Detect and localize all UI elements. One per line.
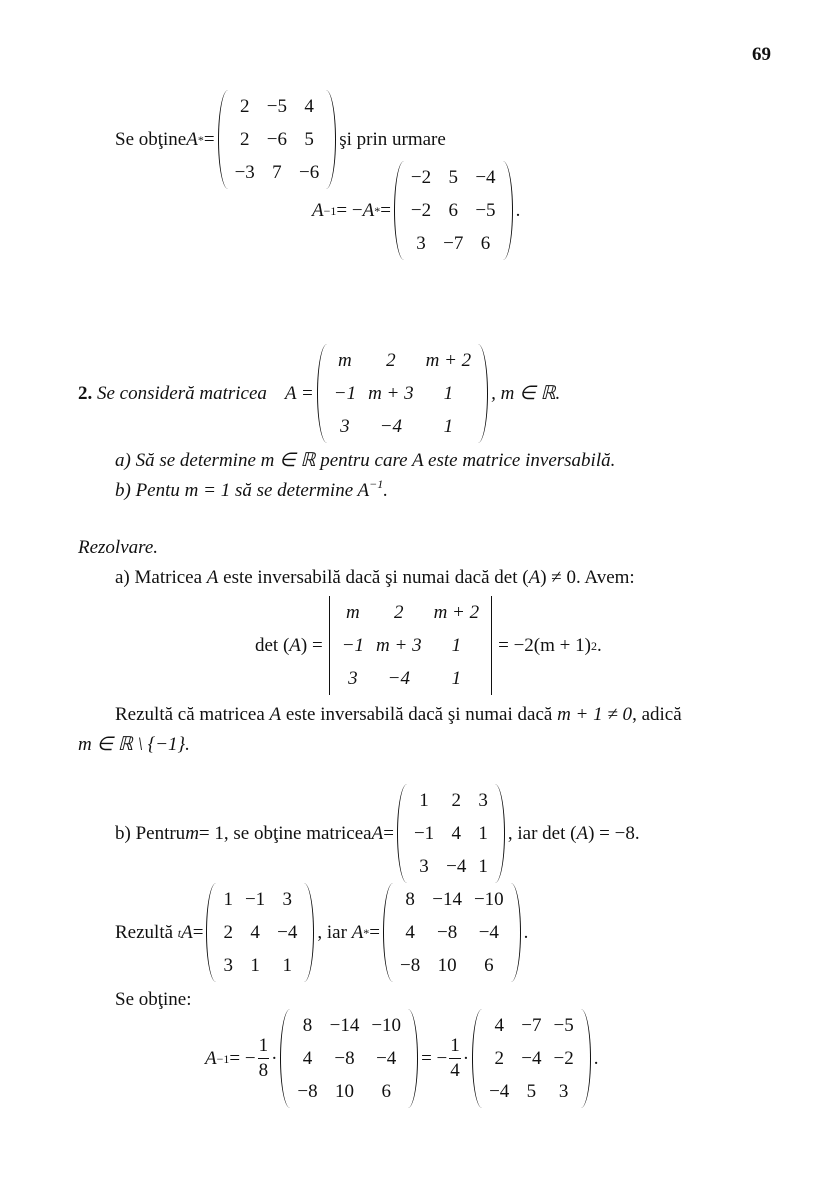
matrix-cell: 6 (484, 954, 494, 976)
final-line: A −1 = − $\frac{1}{8}$ · 8 −14 −10 4 −8 −4 −8 10 6 = − $\frac{1}{4}$ · 4 −7 −5 2 −4 −2 −4 5 3 . (205, 1009, 598, 1108)
matrix-cell: 2 (239, 128, 250, 150)
fraction-one-eighth (258, 1034, 270, 1083)
matrix-cell: 4 (451, 822, 462, 844)
matrix-cell: −10 (473, 888, 504, 910)
text: este inversabilă dacă şi numai dacă det ( (218, 567, 529, 588)
text: Se obţine: (115, 989, 192, 1010)
text: ) = −8. (588, 822, 640, 844)
fraction-one-quarter (449, 1034, 461, 1083)
text: este inversabilă dacă şi numai dacă (281, 704, 558, 725)
math-var: A = (284, 382, 314, 404)
matrix-cell: 5 (304, 128, 314, 150)
matrix-cell: 1 (223, 888, 233, 910)
task-b (115, 477, 389, 502)
matrix-cell: −1 (413, 822, 435, 844)
matrix-cell: 1 (451, 634, 462, 656)
page-number: 69 (752, 44, 771, 65)
math-expr: m + 1 ≠ 0 (557, 704, 633, 725)
math-var: A (371, 822, 384, 844)
matrix-cell: −8 (400, 954, 421, 976)
matrix-cell: 1 (419, 789, 429, 811)
matrix-cell: 10 (437, 954, 457, 976)
matrix-cell: 1 (250, 954, 260, 976)
matrix-cell: −8 (436, 921, 458, 943)
matrix-final-1 (280, 1009, 418, 1108)
math-var: A (269, 704, 282, 725)
matrix-a-inverse (394, 161, 513, 260)
matrix-cell: 4 (494, 1014, 504, 1036)
matrix-cell: 3 (282, 888, 293, 910)
line-a-inverse: A −1 = − A * = −2 5 −4 −2 6 −5 3 −7 6 . (312, 161, 520, 260)
text: = − (421, 1047, 448, 1069)
matrix-cell: −4 (277, 921, 298, 943)
text: a) Matricea (115, 567, 207, 588)
matrix-cell: 1 (443, 415, 454, 437)
matrix-cell: 1 (282, 954, 293, 976)
sup: −1 (369, 477, 384, 491)
matrix-cell: 3 (478, 789, 488, 811)
section-heading: Rezolvare. (78, 537, 159, 558)
matrix-cell: 2 (239, 95, 250, 117)
math-var: A (362, 199, 375, 221)
matrix-cell: 4 (250, 921, 260, 943)
matrix-cell: −4 (446, 855, 467, 877)
matrix-a-adjugate (383, 883, 521, 982)
math-var: A (351, 921, 364, 943)
numerator: 1 (258, 1034, 270, 1059)
matrix-cell: −4 (379, 415, 403, 437)
math-var: A (181, 921, 193, 943)
matrix-cell: m + 3 (368, 382, 414, 404)
matrix-cell: 5 (526, 1080, 537, 1102)
matrix-cell: 1 (478, 855, 488, 877)
text: , iar (317, 921, 347, 943)
solution-a (115, 567, 635, 589)
matrix-cell: −5 (475, 199, 496, 221)
matrix-cell: 1 (451, 667, 462, 689)
matrix-cell: 1 (443, 382, 454, 404)
text: = (369, 921, 381, 943)
matrix-cell: −10 (371, 1014, 402, 1036)
text: . (596, 634, 602, 656)
text: · (271, 1047, 278, 1069)
problem-number: 2. (78, 382, 93, 404)
text: , m ∈ ℝ. (491, 382, 561, 404)
matrix-cell: −4 (387, 667, 410, 689)
matrix-cell: −6 (266, 128, 288, 150)
task-a: a) Să se determine m ∈ ℝ pentru care A este matrice inversabilă. (115, 450, 616, 471)
matrix-cell: 6 (480, 232, 491, 254)
matrix-cell: −14 (432, 888, 462, 910)
matrix-cell: 3 (558, 1080, 569, 1102)
matrix-cell: 4 (405, 921, 415, 943)
matrix-cell: 8 (302, 1014, 313, 1036)
matrix-cell: 2 (494, 1047, 504, 1069)
text: Se consideră matricea (97, 382, 267, 404)
text: Se obţine (115, 128, 187, 150)
matrix-cell: m + 3 (376, 634, 422, 656)
matrix-cell: −2 (553, 1047, 574, 1069)
det-line: det ( A ) = m 2 m + 2 −1 m + 3 1 3 −4 1 = −2(m + 1) 2 . (255, 596, 602, 695)
math-var: A (576, 822, 589, 844)
matrix-cell: 2 (386, 349, 396, 371)
math-var: A (186, 128, 198, 150)
matrix-cell: 4 (304, 95, 314, 117)
matrix-cell: 3 (348, 667, 358, 689)
matrix-cell: 6 (381, 1080, 391, 1102)
matrix-cell: 7 (272, 161, 282, 183)
matrix-cell: −2 (410, 199, 432, 221)
text: = −2(m + 1) (498, 634, 591, 656)
matrix-cell: −1 (244, 888, 266, 910)
denominator: 4 (450, 1060, 460, 1081)
matrix-cell: −4 (376, 1047, 397, 1069)
matrix-cell: 2 (451, 789, 462, 811)
matrix-cell: 3 (419, 855, 429, 877)
text: b) Pentu m = 1 să se determine (115, 480, 358, 501)
text: = (380, 199, 391, 221)
text: , iar det ( (507, 822, 577, 844)
text: . (523, 921, 529, 943)
matrix-cell: 4 (302, 1047, 313, 1069)
text: · (462, 1047, 470, 1069)
matrix-cell: −3 (234, 161, 255, 183)
matrix-cell: −5 (266, 95, 288, 117)
matrix-cell: 10 (334, 1080, 354, 1102)
matrix-cell: m + 2 (433, 601, 480, 623)
text: . (593, 1047, 599, 1069)
math-var: A (289, 634, 301, 656)
matrix-cell: −6 (299, 161, 320, 183)
matrix-cell: 3 (340, 415, 350, 437)
text: = (383, 822, 394, 844)
text: Rezultă că matricea (115, 704, 270, 725)
denominator: 8 (258, 1060, 269, 1081)
matrix-cell: 8 (405, 888, 415, 910)
matrix-cell: −7 (443, 232, 464, 254)
text: b) Pentru (115, 822, 186, 844)
text: şi prin urmare (339, 128, 446, 150)
text: . (383, 480, 389, 501)
matrix-cell: 1 (478, 822, 488, 844)
matrix-cell: m + 2 (425, 349, 472, 371)
math-var: A (206, 567, 219, 588)
matrix-cell: m (338, 349, 352, 371)
matrix-a-m (317, 344, 488, 443)
matrix-cell: −8 (297, 1080, 318, 1102)
line-a-star: Se obţine A * = 2 −5 4 2 −6 5 −3 7 −6 şi prin urmare (115, 90, 446, 189)
math-var: A (528, 567, 541, 588)
determinant-a (329, 596, 492, 695)
matrix-cell: −1 (341, 634, 365, 656)
text: Rezultă (115, 921, 174, 943)
matrix-a-transpose (206, 883, 314, 982)
text: = (192, 921, 204, 943)
matrix-cell: −7 (521, 1014, 542, 1036)
math-var: A (205, 1047, 217, 1069)
matrix-cell: 2 (394, 601, 404, 623)
text: = − (229, 1047, 256, 1069)
text: = 1, se obţine matricea (198, 822, 372, 844)
text: , adică (632, 704, 682, 725)
result-line (115, 704, 682, 726)
matrix-cell: 6 (448, 199, 458, 221)
problem-statement (78, 344, 560, 443)
result-set: m ∈ ℝ \ {−1}. (78, 734, 190, 755)
text: det ( (255, 634, 290, 656)
text: . (515, 199, 521, 221)
matrix-cell: −1 (333, 382, 357, 404)
matrix-cell: −14 (329, 1014, 360, 1036)
matrix-cell: −4 (489, 1080, 510, 1102)
matrix-cell: −4 (475, 166, 496, 188)
rezulta-line: Rezultă t A = 1 −1 3 2 4 −4 3 1 1 , iar A * = 8 −14 −10 4 −8 −4 −8 10 6 . (115, 883, 528, 982)
matrix-cell: 3 (223, 954, 233, 976)
text: ) = (300, 634, 323, 656)
matrix-a-1 (397, 784, 505, 883)
matrix-cell: −5 (553, 1014, 574, 1036)
matrix-cell: −4 (521, 1047, 542, 1069)
matrix-final-2 (472, 1009, 591, 1108)
math-var: m (185, 822, 199, 844)
matrix-cell: −8 (334, 1047, 355, 1069)
matrix-cell: m (346, 601, 360, 623)
matrix-cell: −4 (478, 921, 499, 943)
matrix-cell: −2 (410, 166, 432, 188)
matrix-cell: 2 (223, 921, 233, 943)
math-var: A (312, 199, 324, 221)
numerator: 1 (449, 1034, 461, 1059)
text: = − (336, 199, 363, 221)
solution-b (115, 784, 640, 883)
math-var: A (357, 480, 370, 501)
matrix-cell: 5 (448, 166, 458, 188)
text: = (203, 128, 215, 150)
text: ) ≠ 0. Avem: (540, 567, 635, 588)
matrix-cell: 3 (416, 232, 426, 254)
